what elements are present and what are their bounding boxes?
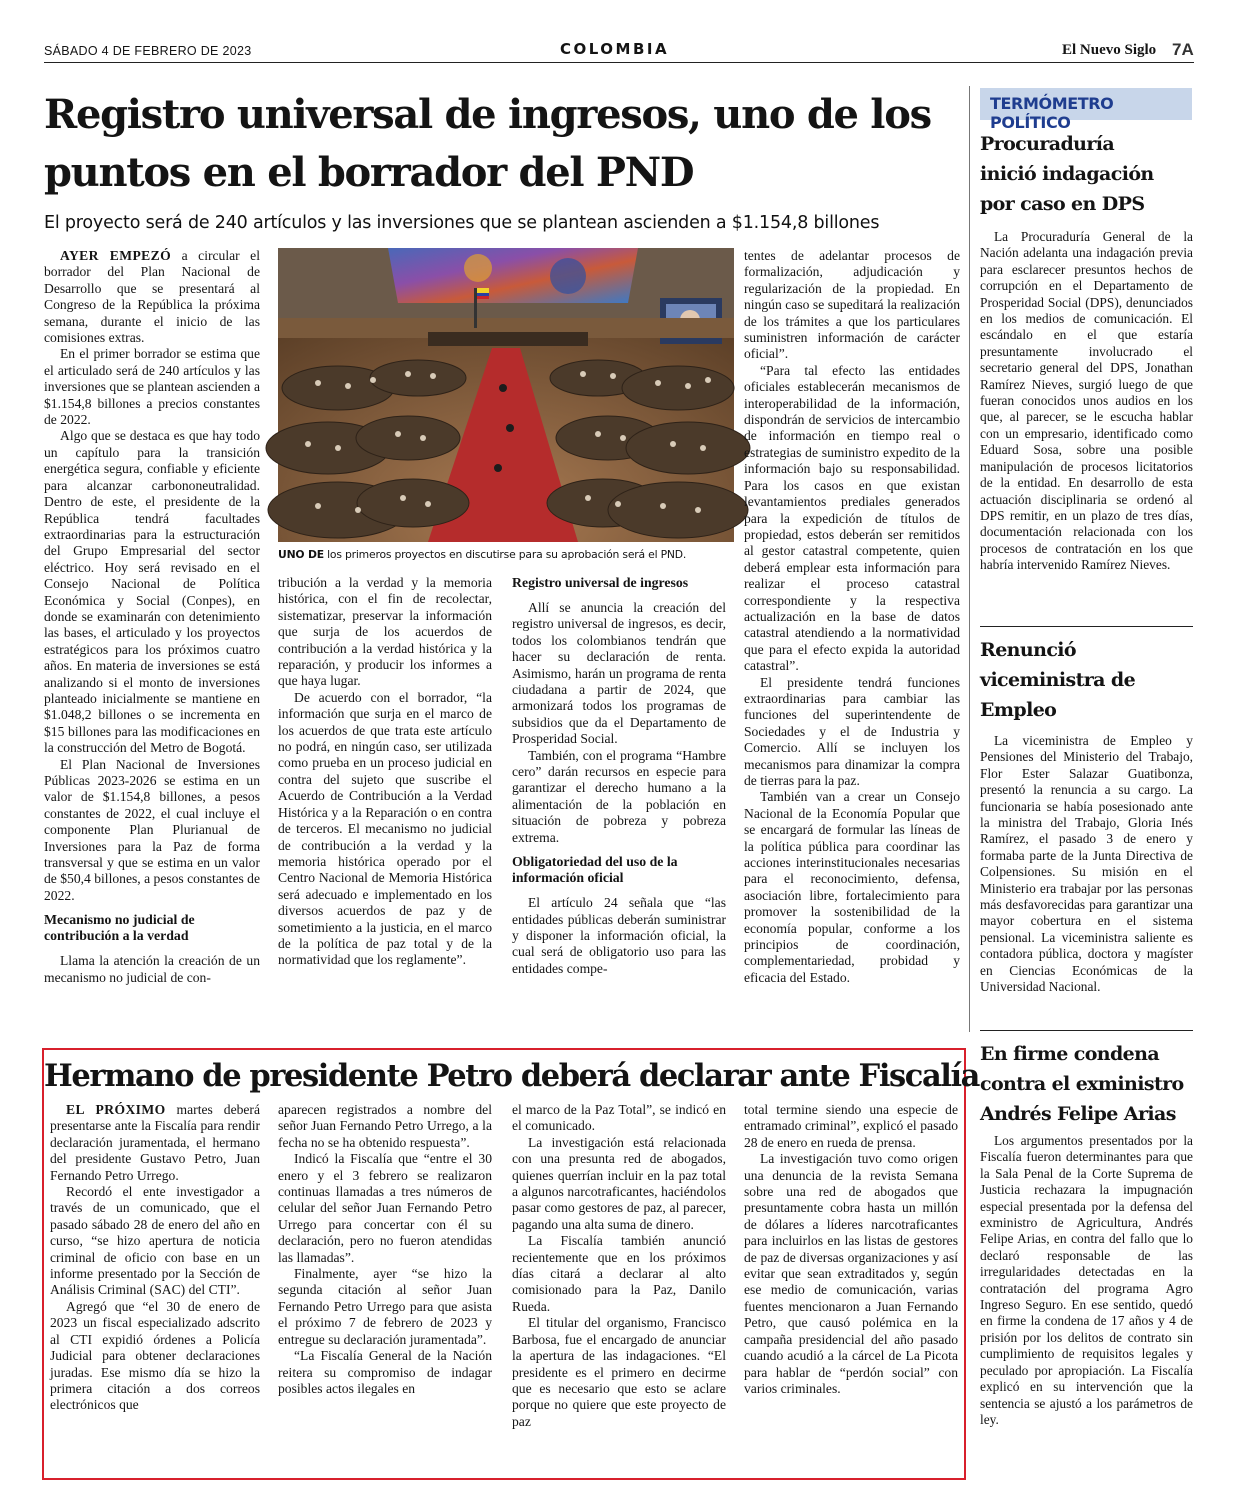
paragraph: Finalmente, ayer “se hizo la segunda citación al señor Juan Fernando Petro Urrego para que asista el próximo 7 de febrero de 2023 y entregue su declaración juramentada”.: [278, 1266, 492, 1347]
page-number: 7A: [1172, 40, 1194, 59]
paragraph: el marco de la Paz Total”, se indicó en el comunicado.: [512, 1102, 726, 1134]
paragraph: Agregó que “el 30 de enero de 2023 un fiscal especializado adscrito al CTI expidió órdenes a Policía Judicial para obtener declaraciones juradas. Ese mismo día se hizo la primera citación a dos correos electrónicos que: [50, 1298, 260, 1413]
congress-photo: [278, 248, 734, 542]
sidebar-item-1-body: La Procuraduría General de la Nación adelanta una indagación previa para esclarecer presuntos hechos de corrupción en el Departamento de Prosperidad Social (DPS), denunciados en los medios de comunicación. El escándalo en el que estaría presuntamente involucrado el secretario general del DPS, Jonathan Ramírez Nieves, surgió luego de que fueran conocidos unos audios en los que, al parecer, se le escucha hablar con un empresario, identificado como Eduard Sosa, sobre una posible manipulación de procesos licitatorios de la entidad. En desarrollo de esta actuación disciplinaria se ordenó al DPS remitir, en un plazo de tres días, documentación relacionada con los procesos de contratación en los que habría intervenido Ramírez Nieves.: [980, 229, 1193, 573]
paragraph: Algo que se destaca es que hay todo un capítulo para la transición energética segura, confiable y eficiente para alcanzar carbononeutralidad. Dentro de este, el presidente de la República tendrá facultades extraordinarias para la estructuración del Grupo Empresarial del sector eléctrico. Hoy será revisado en el Consejo Nacional de Política Económica y Social (Conpes), en donde se examinarán con detenimiento las bases, el articulado y los proyectos estratégicos para los próximos cuatro años. En materia de inversiones se está analizando si el monto de inversiones planteado inicialmente se mantiene en $1.048,2 billones o se incrementa en $15 billones para las modificaciones en la construcción del Metro de Bogotá.: [44, 428, 260, 756]
sidebar-item-2-title: Renunció viceministra de Empleo: [980, 639, 1136, 721]
sidebar-tag: TERMÓMETRO POLÍTICO: [980, 88, 1192, 120]
paragraph: “La Fiscalía General de la Nación reitera su compromiso de indagar posibles actos ilegales en: [278, 1348, 492, 1396]
paragraph: tentes de adelantar procesos de formalización, adjudicación y regularización de la propiedad. En ningún caso se supeditará la realización de los trámites a que los particulares suministren información de carácter oficial”.: [744, 248, 960, 362]
sidebar-rule: [980, 626, 1193, 627]
subheading: Obligatoriedad del uso de la información oficial: [512, 854, 678, 886]
photo-caption: UNO DE los primeros proyectos en discutirse para su aprobación será el PND.: [278, 548, 687, 561]
sidebar-item-2-body: La viceministra de Empleo y Pensiones del Ministerio del Trabajo, Flor Ester Salazar Guatibonza, presentó la renuncia a su cargo. La funcionaria se había posesionado ante la ministra del Trabajo, Gloria Inés Ramírez, el pasado 3 de enero y formaba parte de la Junta Directiva de Colpensiones. Su misión en el Ministerio era trabajar por las personas más desfavorecidas para garantizar una mayor cobertura en el sistema pensional. La viceministra saliente es contadora pública, doctora y magíster en Ciencias Económicas de la Universidad Nacional.: [980, 733, 1193, 995]
subheading: Mecanismo no judicial de contribución a la verdad: [44, 912, 195, 944]
paragraph: El Plan Nacional de Inversiones Públicas 2023-2026 se estima en un valor de $1.154,8 billones, a pesos constantes de 2022, el cual incluye el componente Plan Plurianual de Inversiones para la Paz de forma transversal y que se estima en un valor de $50,4 billones, a pesos constantes de 2022.: [44, 756, 260, 903]
paragraph: Recordó el ente investigador a través de un comunicado, que el pasado sábado 28 de enero del año en curso, “se hizo apertura de noticia criminal de oficio con base en un informe presentado por la Sección de Análisis Criminal (SAC) del CTI”.: [50, 1184, 260, 1298]
paragraph: EL PRÓXIMO martes deberá presentarse ante la Fiscalía para rendir declaración juramentada, el hermano del presidente Gustavo Petro, Juan Fernando Petro Urrego.: [50, 1102, 260, 1183]
paragraph: “Para tal efecto las entidades oficiales establecerán mecanismos de interoperabilidad de la información, dispondrán de servicios de intercambio de información en tiempo real o estrategias de suministro expedito de la información bajo su responsabilidad. Para los casos en que existan levantamientos prediales generados para la expedición de títulos de propiedad, estos deberán ser remitidos al gestor catastral competente, quien deberá emplear esta información para realizar el proceso catastral correspondiente y la respectiva actualización en la base de datos catastral atendiendo a la normatividad que para el efecto expida la autoridad catastral”.: [744, 362, 960, 674]
main-column-1: [44, 248, 260, 1034]
main-column-3: [512, 575, 726, 976]
sidebar-item-1-title: Procuraduría inició indagación por caso en DPS: [980, 133, 1154, 215]
section-name: COLOMBIA: [560, 40, 670, 58]
subheading: Registro universal de ingresos: [512, 575, 689, 590]
paragraph: De acuerdo con el borrador, “la información que surja en el marco de los acuerdos de que trata este artículo no podrá, en ningún caso, ser utilizada como prueba en un proceso judicial en contra del sujeto que suscribe el Acuerdo de Contribución a la Verdad Histórica y a la Reparación o en contra de terceros. El mecanismo no judicial de contribución a la verdad y la memoria histórica operado por el Centro Nacional de Memoria Histórica será adecuado e implementado en los diversos acuerdos de paz y de sometimiento a la justicia, en el marco de la política de paz total y de la normatividad que los reglamente”.: [278, 689, 492, 968]
paragraph: Llama la atención la creación de un mecanismo no judicial de con-: [44, 953, 260, 985]
header-rule: [44, 62, 1194, 63]
lead-in: AYER EMPEZÓ: [60, 248, 172, 263]
paragraph: En el primer borrador se estima que el articulado será de 240 artículos y las inversiones que se plantean ascienden a $1.154,8 billones a precios constantes de 2022.: [44, 346, 260, 428]
main-deck: El proyecto será de 240 artículos y las inversiones que se plantean ascienden a $1.154,8 billones: [44, 213, 880, 233]
paragraph: AYER EMPEZÓ a circular el borrador del Plan Nacional de Desarrollo que se presentará al Congreso de la República la próxima semana, durante el inicio de las comisiones extras.: [44, 248, 260, 346]
box-column-2: [278, 1102, 492, 1474]
sidebar-item-3-body: Los argumentos presentados por la Fiscalía fueron determinantes para que la Sala Penal de la Corte Suprema de Justicia rechazara la impugnación especial presentada por la defensa del exministro de Agricultura, Andrés Felipe Arias, en contra del fallo que lo declaró responsable de las irregularidades detectadas en la contratación del programa Agro Ingreso Seguro. En ese sentido, quedó en firme la condena de 17 años y 4 de prisión por los delitos de contrato sin cumplimiento de requisitos legales y peculado por apropiación. La Fiscalía explicó en su intervención que la sentencia se ajustó a los parámetros de ley.: [980, 1133, 1193, 1427]
box-column-1: [50, 1102, 260, 1474]
sidebar-item-3-title: En firme condena contra el exministro Andrés Felipe Arias: [980, 1043, 1184, 1125]
paragraph: La investigación está relacionada con una presunta red de abogados, quienes querrían incluir en la paz total a algunos narcotraficantes, haciéndolos pasar como gestores de paz, al parecer, pagando una alta suma de dinero.: [512, 1134, 726, 1232]
main-headline: Registro universal de ingresos, uno de los puntos en el borrador del PND: [44, 91, 931, 196]
box-column-3: [512, 1102, 726, 1474]
lead-in: EL PRÓXIMO: [66, 1102, 166, 1117]
sidebar-divider: [969, 86, 970, 1032]
main-column-2: [278, 575, 492, 1035]
paragraph: Allí se anuncia la creación del registro universal de ingresos, es decir, todos los colombianos tendrán que hacer su declaración de renta. Asimismo, harán un programa de renta ciudadana a partir de 2024, que armonizará todos los programas de subsidios que da el Departamento de Prosperidad Social.: [512, 600, 726, 747]
main-column-4: [744, 248, 960, 1034]
paragraph: total termine siendo una especie de entramado criminal”, explicó el pasado 28 de enero en rueda de prensa.: [744, 1102, 958, 1150]
edition-date: SÁBADO 4 DE FEBRERO DE 2023: [44, 44, 252, 58]
paragraph: También, con el programa “Hambre cero” darán recursos en especie para garantizar el derecho humano a la alimentación de la población en situación de pobreza y pobreza extrema.: [512, 747, 726, 845]
box-headline: Hermano de presidente Petro deberá declarar ante Fiscalía: [44, 1058, 980, 1094]
sidebar-rule: [980, 1030, 1193, 1031]
paragraph: La investigación tuvo como origen una denuncia de la revista Semana sobre una red de abogados que presuntamente cobra hasta un millón de dólares a líderes narcotraficantes para incluirlos en las listas de gestores de paz de diversas organizaciones y así evitar que sean extraditados y, según ese medio de comunicación, varias fuentes mencionaron a Juan Fernando Petro, que causó polémica en la campaña presidencial del año pasado cuando acudió a la cárcel de La Picota para hablar de “perdón social” con varios criminales.: [744, 1151, 958, 1396]
paragraph: La Fiscalía también anunció recientemente que en los próximos días citará a declarar al alto comisionado para la Paz, Danilo Rueda.: [512, 1233, 726, 1314]
paragraph: tribución a la verdad y la memoria histórica, con el fin de recolectar, sistematizar, preservar la información que surja de los acuerdos de contribución a la verdad histórica y la reparación, y producir los informes a que haya lugar.: [278, 575, 492, 689]
paragraph: El artículo 24 señala que “las entidades públicas deberán suministrar y disponer la información oficial, la cual será de obligatorio uso para las entidades compe-: [512, 895, 726, 976]
paragraph: El titular del organismo, Francisco Barbosa, fue el encargado de anunciar la apertura de las indagaciones. “El presidente es el primero en decirme que es necesario que esto se aclare porque no quiere que este proyecto de paz: [512, 1315, 726, 1429]
paragraph: Indicó la Fiscalía que “entre el 30 enero y el 3 febrero se realizaron continuas llamadas a tres números de celular del señor Juan Fernando Petro Urrego para concertar con él su declaración, pero no fueron atendidas las llamadas”.: [278, 1151, 492, 1265]
newspaper-name: El Nuevo Siglo: [1062, 42, 1157, 58]
paragraph: También van a crear un Consejo Nacional de la Economía Popular que se encargará de formular las líneas de la política pública para coordinar las acciones interinstitucionales necesarias para el reconocimiento, defensa, asociación libre, fortalecimiento para promover la sostenibilidad de la economía popular, conforme a los principios de coordinación, complementariedad, probidad y eficacia del Estado.: [744, 789, 960, 985]
box-column-4: [744, 1102, 958, 1474]
paragraph: aparecen registrados a nombre del señor Juan Fernando Petro Urrego, a la fecha no se ha obtenido respuesta”.: [278, 1102, 492, 1150]
paragraph: El presidente tendrá funciones extraordinarias para cambiar las funciones del superintendente de Sociedades y el de Industria y Comercio. Allí se incluyen los mecanismos para dinamizar la compra de tierras para la paz.: [744, 674, 960, 788]
